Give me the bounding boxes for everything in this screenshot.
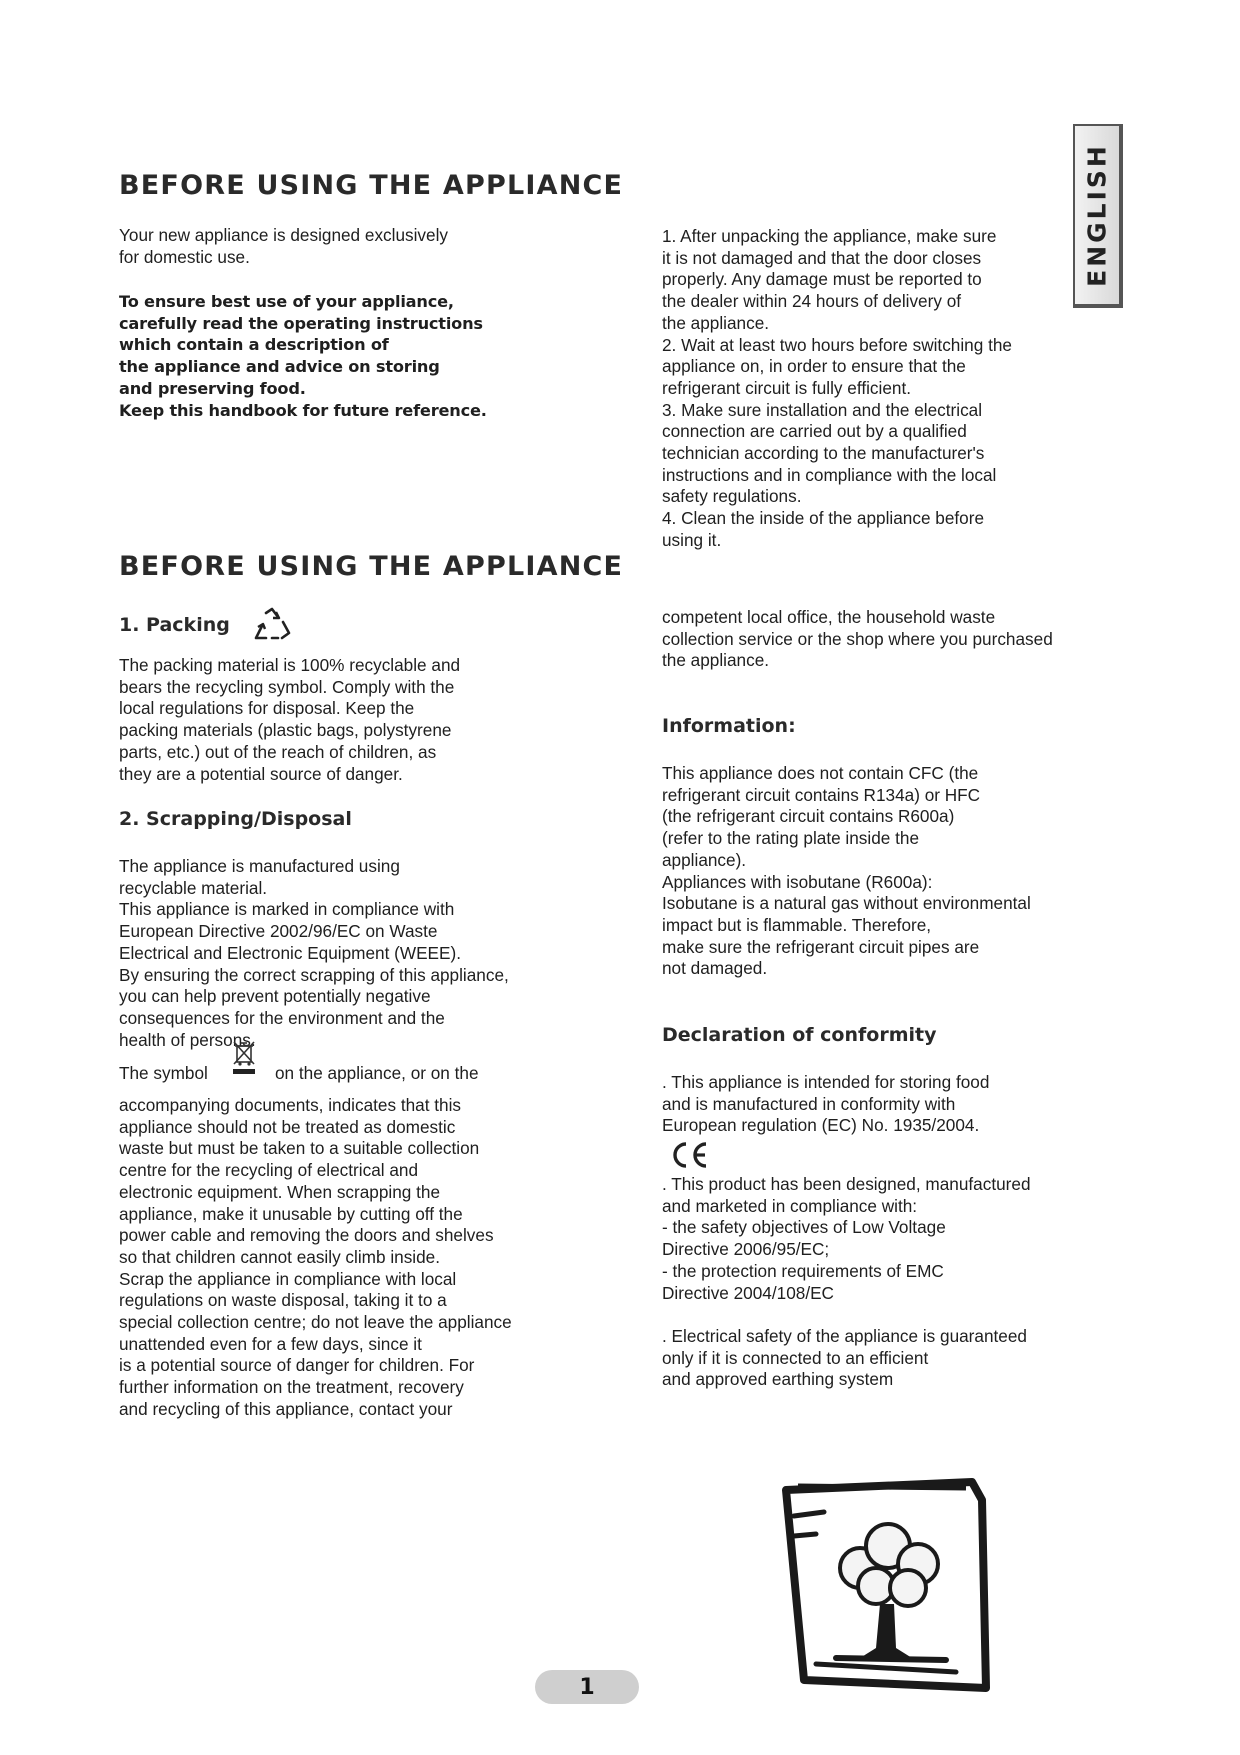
symbol-text-before: The symbol [119, 1063, 208, 1083]
information-heading: Information: [662, 715, 796, 737]
scrapping-heading: 2. Scrapping/Disposal [119, 808, 352, 830]
scrapping-continued: competent local office, the household waste collection service or the shop where you purchased the appliance. [662, 607, 1053, 671]
bold-note: To ensure best use of your appliance, carefully read the operating instructions which contain a description of the appliance and advice on storing and preserving food. Keep this handbook for future reference. [119, 292, 487, 420]
information-text: This appliance does not contain CFC (the refrigerant circuit contains R134a) or HFC (the refrigerant circuit contains R600a) (refer to the rating plate inside the appliance). Appliances with isobutane (R600a): Isobutane is a natural gas without environmental impact but is flammable. Therefore, make sure the refrigerant circuit pipes are not damaged. [662, 763, 1031, 979]
symbol-text-after: on the appliance, or on the [275, 1063, 479, 1083]
packing-text: The packing material is 100% recyclable and bears the recycling symbol. Comply with the local regulations for disposal. Keep the packing materials (plastic bags, polystyrene parts, etc.) out of the reach of children, as they are a potential source of danger. [119, 655, 461, 784]
language-label: ENGLISH [1082, 143, 1112, 287]
intro-text: Your new appliance is designed exclusively for domestic use. [119, 225, 448, 267]
packing-heading: 1. Packing [119, 614, 230, 636]
language-tab [1073, 124, 1123, 308]
scrapping-text-2: accompanying documents, indicates that this appliance should not be treated as domestic waste but must be taken to a suitable collection centre for the recycling of electrical and electronic equipment. When scrapping the appliance, make it unusable by cutting off the power cable and removing the doors and shelves so that children cannot easily climb inside. Scrap the appliance in compliance with local regulations on waste disposal, taking it to a special collection centre; do not leave the appliance unattended even for a few days, since it is a potential source of danger for children. For further information on the treatment, recovery and recycling of this appliance, contact your [119, 1095, 512, 1419]
packing-heading-row [119, 605, 292, 645]
setup-steps: 1. After unpacking the appliance, make sure it is not damaged and that the door closes properly. Any damage must be reported to the dealer within 24 hours of delivery of the appliance. 2. Wait at least two hours before switching the appliance on, in order to ensure that the refrigerant circuit is fully efficient. 3. Make sure installation and the electrical connection are carried out by a qualified technician according to the manufacturer's instructions and in compliance with the local safety regulations. 4. Clean the inside of the appliance before using it. [662, 226, 1012, 550]
conformity-heading: Declaration of conformity [662, 1024, 937, 1046]
recycle-icon [252, 605, 292, 645]
ce-mark [668, 1140, 712, 1170]
page-number: 1 [535, 1670, 639, 1704]
conformity-text: . This appliance is intended for storing food and is manufactured in conformity with European regulation (EC) No. 1935/2004. [662, 1072, 990, 1136]
conformity-text-3: . Electrical safety of the appliance is guaranteed only if it is connected to an efficient and approved earthing system [662, 1326, 1027, 1390]
scrapping-text: The appliance is manufactured using recyclable material. This appliance is marked in compliance with European Directive 2002/96/EC on Waste Electrical and Electronic Equipment (WEEE). By ensuring the correct scrapping of this appliance, you can help prevent potentially negative consequences for the environment and the health of persons. [119, 856, 509, 1050]
environment-tree-icon [776, 1476, 1016, 1696]
weee-symbol-line [119, 1050, 559, 1084]
conformity-text-2: . This product has been designed, manufactured and marketed in compliance with: - the safety objectives of Low Voltage Directive 2006/95/EC; - the protection requirements of EMC Directive 2004/108/EC [662, 1174, 1031, 1303]
section-title-2: BEFORE USING THE APPLIANCE [119, 551, 624, 582]
crossed-bin-icon [229, 1040, 259, 1076]
section-title: BEFORE USING THE APPLIANCE [119, 170, 624, 201]
